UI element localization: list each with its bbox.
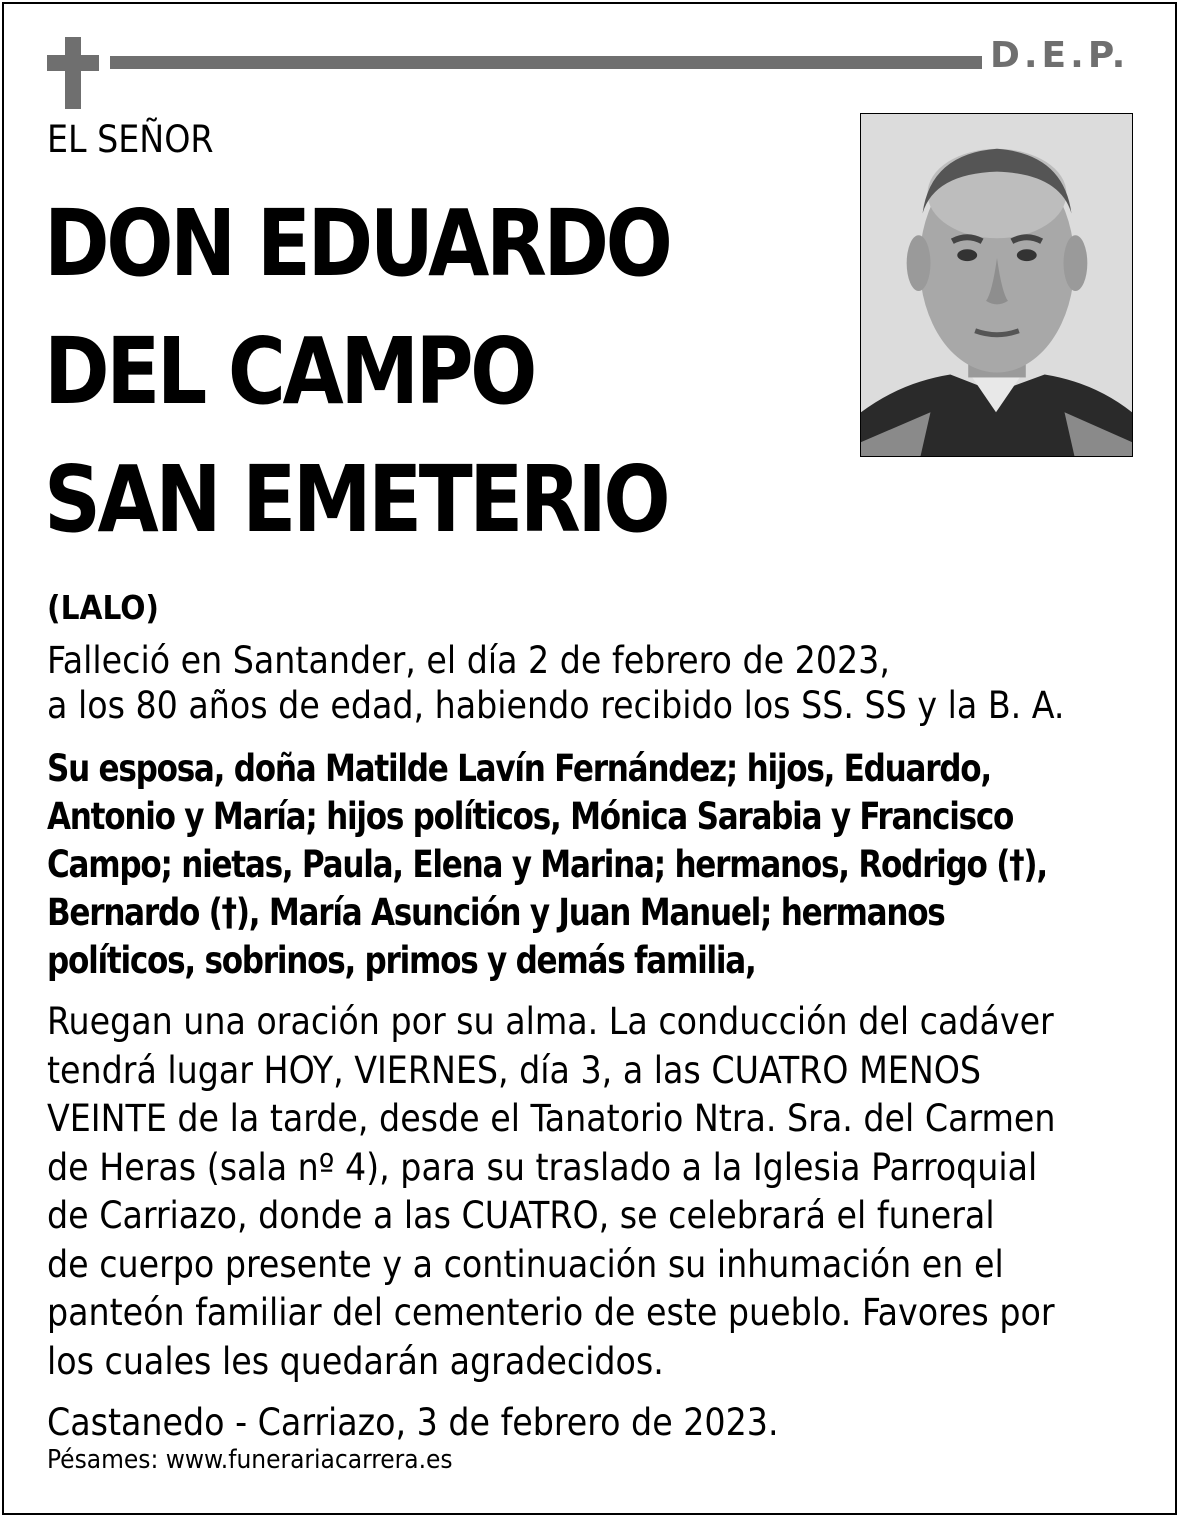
prayer-line: VEINTE de la tarde, desde el Tanatorio Ntra. Sra. del Carmen [47,1097,1056,1140]
portrait-image [861,114,1132,456]
prayer-line: los cuales les quedarán agradecidos. [47,1339,664,1383]
family-line: Su esposa, doña Matilde Lavín Fernández; hijos, Eduardo, [47,747,991,790]
prayer-line: de Carriazo, donde a las CUATRO, se celebrará el funeral [47,1194,995,1237]
family-list [47,745,1047,985]
nickname: (LALO) [47,588,160,627]
name-line-1: DON EDUARDO [44,190,670,297]
prayer-text [47,998,1137,1386]
condolences-link: Pésames: www.funerariacarrera.es [47,1445,453,1475]
family-line: Bernardo (†), María Asunción y Juan Manuel; hermanos [47,891,945,934]
deceased-name [44,180,732,564]
title-prefix: EL SEÑOR [47,118,214,161]
family-line: políticos, sobrinos, primos y demás familia, [47,939,756,982]
name-line-3: SAN EMETERIO [44,446,668,553]
name-line-2: DEL CAMPO [44,318,535,425]
cross-icon [47,37,99,109]
prayer-line: tendrá lugar HOY, VIERNES, día 3, a las CUATRO MENOS [47,1048,982,1092]
header-rule [110,56,982,69]
family-line: Campo; nietas, Paula, Elena y Marina; hermanos, Rodrigo (†), [47,843,1047,886]
death-notice [47,638,1137,728]
death-line: Falleció en Santander, el día 2 de febrero de 2023, [47,639,890,682]
prayer-line: Ruegan una oración por su alma. La conducción del cadáver [47,1000,1054,1043]
family-line: Antonio y María; hijos políticos, Mónica Sarabia y Francisco [47,795,1014,838]
prayer-line: panteón familiar del cementerio de este pueblo. Favores por [47,1291,1055,1334]
place-date: Castanedo - Carriazo, 3 de febrero de 2023. [47,1401,779,1444]
prayer-line: de Heras (sala nº 4), para su traslado a la Iglesia Parroquial [47,1145,1038,1189]
portrait-photo [860,113,1133,457]
prayer-line: de cuerpo presente y a continuación su inhumación en el [47,1242,1004,1286]
death-line: a los 80 años de edad, habiendo recibido los SS. SS y la B. A. [47,684,1065,727]
dep-label: D.E.P. [990,35,1130,76]
